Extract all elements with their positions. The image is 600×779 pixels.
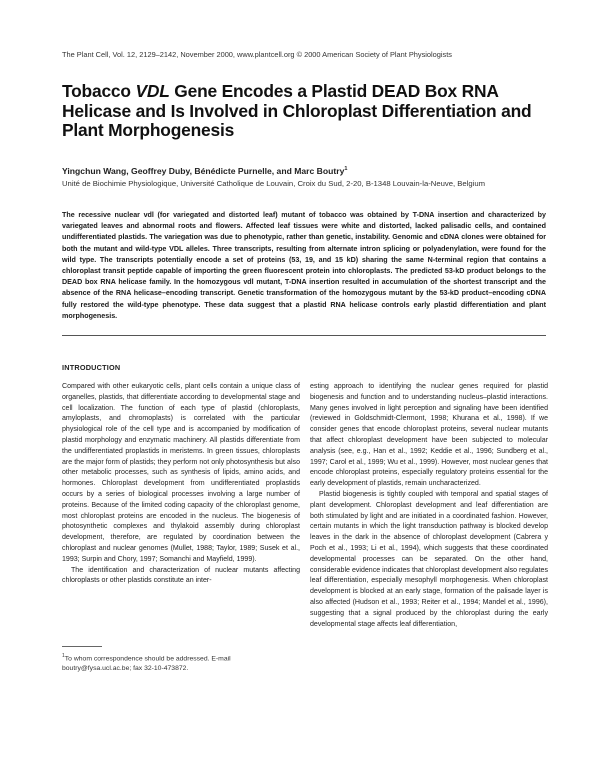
title-gene-name: VDL <box>135 81 170 101</box>
right-column <box>310 382 548 630</box>
abstract: The recessive nuclear vdl (for variegated and distorted leaf) mutant of tobacco was obtained by T-DNA insertion and characterized by variegated leaves and abnormal roots and flowers. Affected leaf tissues were white and distorted, lacked palisadic cells, and contained undifferentiated plastids. The variegation was due to phenotypic, rather than genetic, instability. Genomic and cDNA clones were obtained for both the mutant and wild-type VDL alleles. Three transcripts, resulting from alternate intron splicing or polyadenylation, were found for the wild type. The transcripts potentially encode a set of proteins (53, 19, and 15 kD) sharing the same N-terminal region that contains a chloroplast transit peptide capable of importing the green fluorescent protein into chloroplasts. The predicted 53-kD product belongs to the DEAD box RNA helicase family. In the homozygous vdl mutant, T-DNA insertion resulted in accumulation of the shortest transcript and the absence of the RNA helicase–encoding transcript. Genetic transformation of the homozygous mutant by the 53-kD product–encoding cDNA fully restored the wild-type phenotype. These data suggest that a plastid RNA helicase controls early plastid differentiation and plant morphogenesis. <box>62 211 546 320</box>
authors-text: Yingchun Wang, Geoffrey Duby, Bénédicte Purnelle, and Marc Boutry <box>62 165 345 176</box>
footnote-divider <box>62 646 102 647</box>
title-part-1: Tobacco <box>62 81 136 101</box>
footnote-mark: 1 <box>62 653 65 659</box>
abstract-divider <box>62 335 546 336</box>
title-part-2: Gene Encodes a Plastid DEAD Box RNA Helicase and Is Involved in Chloroplast Differentiation and Plant Morphogenesis <box>62 81 532 140</box>
correspondence-footnote <box>62 652 300 673</box>
author-footnote-mark: 1 <box>344 166 348 172</box>
footnote-text: To whom correspondence should be addressed. E-mail boutry@fysa.ucl.ac.be; fax 32-10-473872. <box>62 655 231 672</box>
author-list <box>62 164 532 176</box>
intro-paragraph: Plastid biogenesis is tightly coupled with temporal and spatial stages of plant development. Chloroplast development and leaf differentiation are both stimulated by light and are initiated in a coordinated fashion. However, certain mutants in which the light transduction pathway is blocked develop leaves in the dark in the absence of chloroplast development (Cabrera y Poch et al., 1993; Li et al., 1994), which suggests that these coordinated developmental processes can be separated. On the other hand, considerable evidence indicates that chloroplast development also regulates leaf differentiation, especially mesophyll morphogenesis. When chloroplast development is blocked at an early stage, formation of the palisade layer is also affected (Hudson et al., 1993; Reiter et al., 1994; Mandel et al., 1996), suggesting that a signal produced by the chloroplast during the early developmental stage affects leaf differentiation, <box>310 490 548 628</box>
article-title <box>62 82 532 141</box>
section-heading-introduction: INTRODUCTION <box>62 363 121 372</box>
intro-paragraph: The identification and characterization of nuclear mutants affecting chloroplasts or other plastids constitute an inter- <box>62 566 300 585</box>
running-head: The Plant Cell, Vol. 12, 2129–2142, November 2000, www.plantcell.org © 2000 American Society of Plant Physiologists <box>62 50 452 59</box>
intro-paragraph: esting approach to identifying the nuclear genes required for plastid biogenesis and function and to understanding nucleus–plastid interactions. Many genes involved in light perception and signaling have been identified (reviewed in Goldschmidt-Clermont, 1998; Khurana et al., 1998). If we consider genes that encode chloroplast proteins, several nuclear mutants that affect chloroplast development have been subjected to molecular analysis (see, e.g., Han et al., 1992; Keddie et al., 1996; Sundberg et al., 1997; Carol et al., 1999; Wu et al., 1999). However, most nuclear genes that encode chloroplast proteins, especially regulatory proteins essential for the early development of plastids, remain uncharacterized. <box>310 383 548 488</box>
intro-paragraph: Compared with other eukaryotic cells, plant cells contain a unique class of organelles, plastids, that differentiate according to developmental stage and cell localization. The function of each type of plastid (chloroplasts, amyloplasts, and chromoplasts) is correlated with the particular physiological role of the cell type and is accompanied by modification of plastid morphology and enzymatic machinery. All plastids differentiate from the undifferentiated proplastids in meristems. In green tissues, chloroplasts are the major form of plastids; they perform not only photosynthesis but also other metabolic processes, such as synthesis of lipids, amino acids, and hormones. Chloroplast development from undifferentiated proplastids occurs by a series of biological processes involving a large number of proteins. Because of the limited coding capacity of the chloroplast genome, most chloroplast proteins are encoded in the nucleus. The biogenesis of photosynthetic complexes and thylakoid assembly during chloroplast development, therefore, are regulated by coordination between the chloroplast and nuclear genomes (Mullet, 1988; Taylor, 1989; Susek et al., 1993; Surpin and Chory, 1997; Somanchi and Mayfield, 1999). <box>62 383 300 563</box>
left-column <box>62 382 300 587</box>
affiliation: Unité de Biochimie Physiologique, Université Catholique de Louvain, Croix du Sud, 2-20, B-1348 Louvain-la-Neuve, Belgium <box>62 179 486 188</box>
